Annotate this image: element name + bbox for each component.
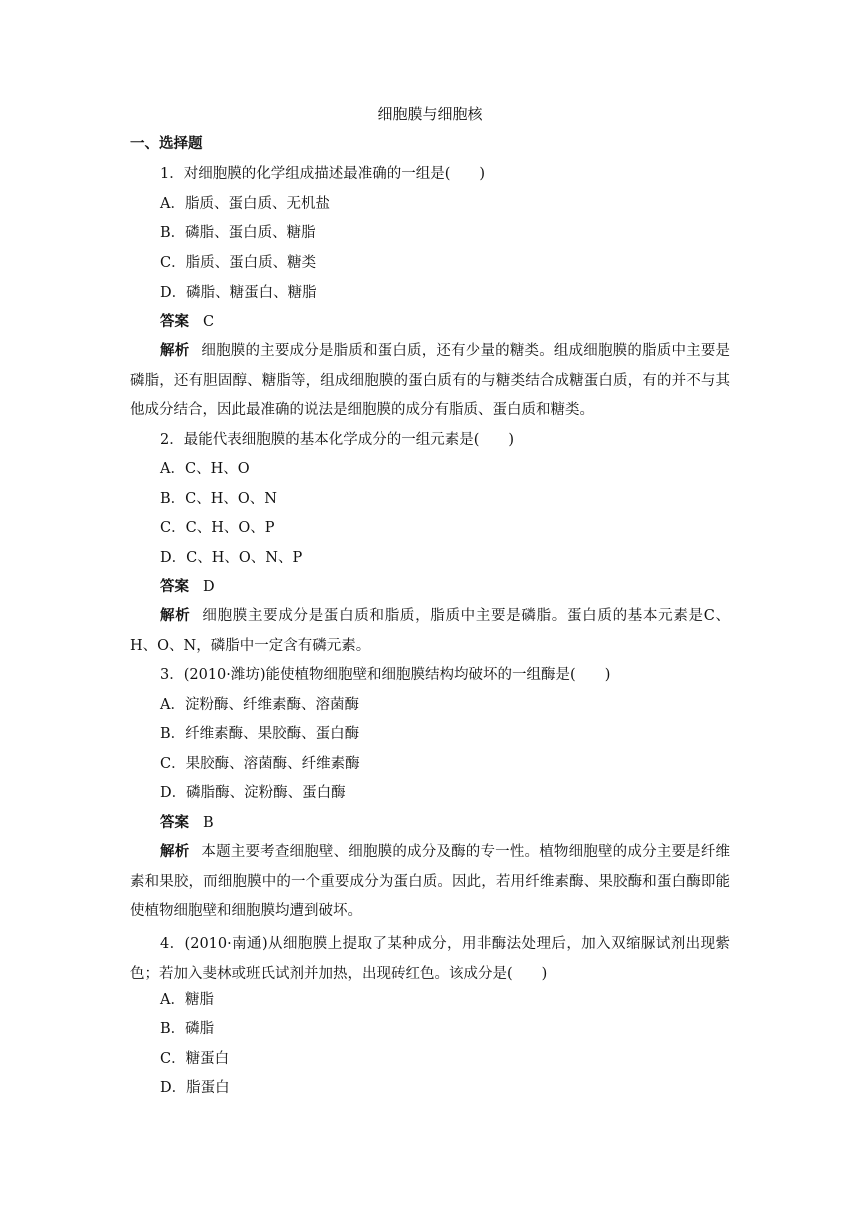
question-4-stem: 4．(2010·南通)从细胞膜上提取了某种成分，用非酶法处理后，加入双缩脲试剂出现紫色；若加入斐林或班氏试剂并加热，出现砖红色。该成分是( ) (130, 936, 730, 982)
q4-option-a: A．糖脂 (160, 992, 214, 1008)
q2-answer (160, 577, 215, 597)
q3-option-b: B．纤维素酶、果胶酶、蛋白酶 (160, 726, 360, 742)
answer-value: C (203, 314, 215, 330)
q1-option-a: A．脂质、蛋白质、无机盐 (160, 196, 330, 212)
q2-analysis (130, 601, 730, 661)
q4-option-c: C．糖蛋白 (160, 1051, 230, 1067)
q3-analysis (130, 837, 730, 927)
q1-answer (160, 312, 214, 332)
q4-option-d: D．脂蛋白 (160, 1080, 230, 1096)
analysis-label: 解析 (160, 342, 190, 359)
analysis-label: 解析 (160, 607, 191, 624)
answer-value: B (203, 815, 214, 831)
q1-analysis (130, 336, 730, 426)
q3-answer (160, 813, 214, 833)
q2-option-d: D．C、H、O、N、P (160, 550, 303, 566)
page-title: 细胞膜与细胞核 (377, 105, 483, 123)
q3-option-d: D．磷脂酶、淀粉酶、蛋白酶 (160, 785, 346, 801)
analysis-text: 本题主要考查细胞壁、细胞膜的成分及酶的专一性。植物细胞壁的成分主要是纤维素和果胶，而细胞膜中的一个重要成分为蛋白质。因此，若用纤维素酶、果胶酶和蛋白酶即能使植物细胞壁和细胞膜均遭到破坏。 (130, 844, 731, 919)
section-heading: 一、选择题 (130, 135, 203, 152)
q1-option-b: B．磷脂、蛋白质、糖脂 (160, 225, 316, 241)
analysis-text: 细胞膜的主要成分是脂质和蛋白质，还有少量的糖类。组成细胞膜的脂质中主要是磷脂，还有胆固醇、糖脂等，组成细胞膜的蛋白质有的与糖类结合成糖蛋白质，有的并不与其他成分结合，因此最准确的说法是细胞膜的成分有脂质、蛋白质和糖类。 (130, 343, 731, 418)
q3-option-c: C．果胶酶、溶菌酶、纤维素酶 (160, 756, 360, 772)
question-1-stem: 1．对细胞膜的化学组成描述最准确的一组是( ) (160, 166, 486, 182)
q1-option-d: D．磷脂、糖蛋白、糖脂 (160, 285, 317, 301)
answer-label: 答案 (160, 313, 189, 330)
answer-label: 答案 (160, 578, 189, 595)
q3-option-a: A．淀粉酶、纤维素酶、溶菌酶 (160, 697, 359, 713)
analysis-label: 解析 (160, 843, 190, 860)
q2-option-a: A．C、H、O (160, 461, 250, 477)
q1-option-c: C．脂质、蛋白质、糖类 (160, 255, 317, 271)
analysis-text: 细胞膜主要成分是蛋白质和脂质，脂质中主要是磷脂。蛋白质的基本元素是C、H、O、N，磷脂中一定含有磷元素。 (130, 608, 731, 654)
q2-option-c: C．C、H、O、P (160, 520, 275, 536)
question-2-stem: 2．最能代表细胞膜的基本化学成分的一组元素是( ) (160, 432, 515, 448)
q2-option-b: B．C、H、O、N (160, 491, 277, 507)
answer-value: D (203, 579, 215, 595)
question-3-stem: 3．(2010·潍坊)能使植物细胞壁和细胞膜结构均破坏的一组酶是( ) (160, 667, 611, 683)
answer-label: 答案 (160, 814, 189, 831)
q4-option-b: B．磷脂 (160, 1021, 215, 1037)
